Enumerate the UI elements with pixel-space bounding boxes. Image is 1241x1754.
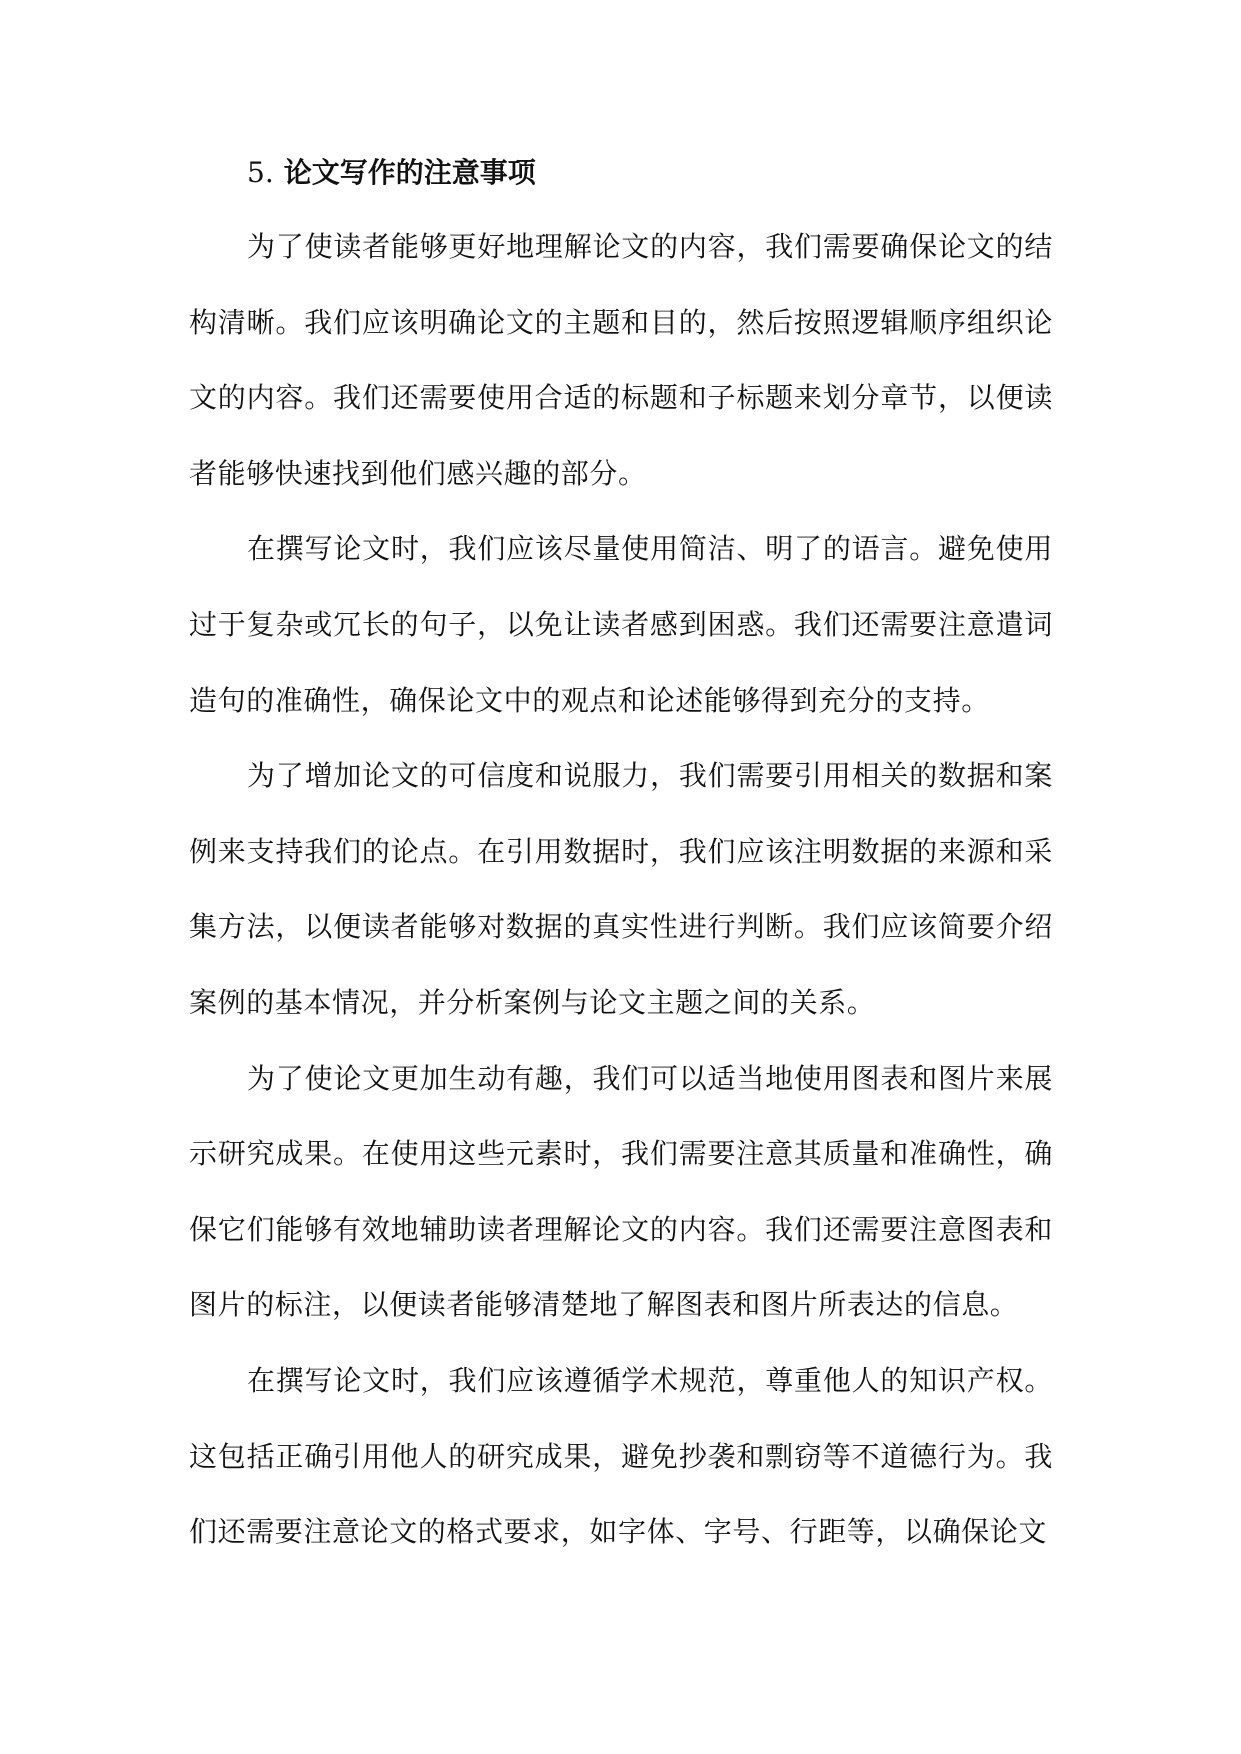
paragraph-figures: 为了使论文更加生动有趣，我们可以适当地使用图表和图片来展示研究成果。在使用这些元素时，我们需要注意其质量和准确性，确保它们能够有效地辅助读者理解论文的内容。我们还需要注意图表和图片的标注，以便读者能够清楚地了解图表和图片所表达的信息。 xyxy=(189,1061,1053,1322)
paragraph-structure: 为了使读者能够更好地理解论文的内容，我们需要确保论文的结构清晰。我们应该明确论文的主题和目的，然后按照逻辑顺序组织论文的内容。我们还需要使用合适的标题和子标题来划分章节，以便读者能够快速找到他们感兴趣的部分。 xyxy=(189,230,1053,490)
page-content xyxy=(189,145,1053,1570)
paragraph-academic-norms: 在撰写论文时，我们应该遵循学术规范，尊重他人的知识产权。这包括正确引用他人的研究成果，避免抄袭和剽窃等不道德行为。我们还需要注意论文的格式要求，如字体、字号、行距等，以确保论文 xyxy=(189,1363,1053,1549)
paragraph-citations: 为了增加论文的可信度和说服力，我们需要引用相关的数据和案例来支持我们的论点。在引用数据时，我们应该注明数据的来源和采集方法，以便读者能够对数据的真实性进行判断。我们应该简要介绍案例的基本情况，并分析案例与论文主题之间的关系。 xyxy=(189,759,1053,1019)
section-number: 5. xyxy=(247,156,274,189)
section-heading xyxy=(189,145,1053,201)
section-title: 论文写作的注意事项 xyxy=(283,156,536,189)
paragraph-language: 在撰写论文时，我们应该尽量使用简洁、明了的语言。避免使用过于复杂或冗长的句子，以免让读者感到困惑。我们还需要注意遣词造句的准确性，确保论文中的观点和论述能够得到充分的支持。 xyxy=(189,532,1053,717)
